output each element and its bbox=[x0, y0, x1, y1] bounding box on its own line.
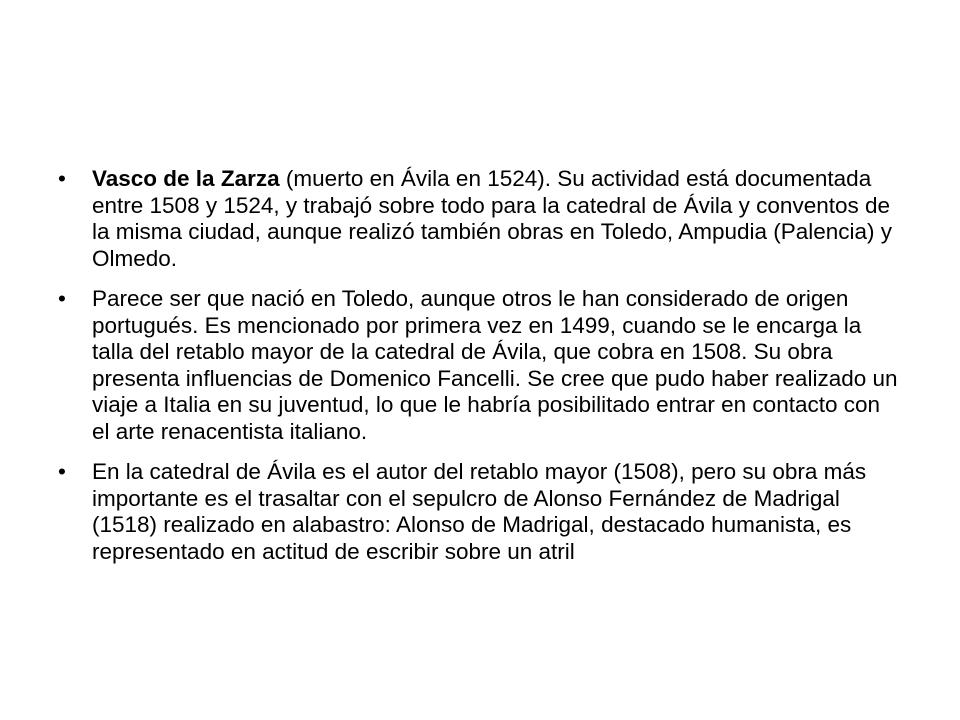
bullet-lead-bold: Vasco de la Zarza bbox=[92, 166, 280, 191]
bullet-item-3 bbox=[58, 459, 898, 565]
bullet-dot-icon: • bbox=[58, 459, 66, 484]
bullet-dot-icon: • bbox=[58, 286, 66, 311]
bullet-text: Parece ser que nació en Toledo, aunque otros le han considerado de origen portugués. Es mencionado por primera vez en 1499, cuando se le encarga la talla del retablo mayor de la catedral de Ávila, que cobra en 1508. Su obra presenta influencias de Domenico Fancelli. Se cree que pudo haber realizado un viaje a Italia en su juventud, lo que le habría posibilitado entrar en contacto con el arte renacentista italiano. bbox=[92, 286, 898, 444]
bullet-list bbox=[58, 166, 898, 579]
bullet-text: En la catedral de Ávila es el autor del retablo mayor (1508), pero su obra más importante es el trasaltar con el sepulcro de Alonso Fernández de Madrigal (1518) realizado en alabastro: Alonso de Madrigal, destacado humanista, es representado en actitud de escribir sobre un atril bbox=[92, 459, 867, 564]
bullet-dot-icon: • bbox=[58, 166, 66, 191]
bullet-item-2 bbox=[58, 286, 898, 445]
bullet-item-1 bbox=[58, 166, 898, 272]
bullet-text: (muerto en Ávila en 1524). Su actividad está documentada entre 1508 y 1524, y trabajó sobre todo para la catedral de Ávila y conventos de la misma ciudad, aunque realizó también obras en Toledo, Ampudia (Palencia) y Olmedo. bbox=[92, 166, 893, 271]
